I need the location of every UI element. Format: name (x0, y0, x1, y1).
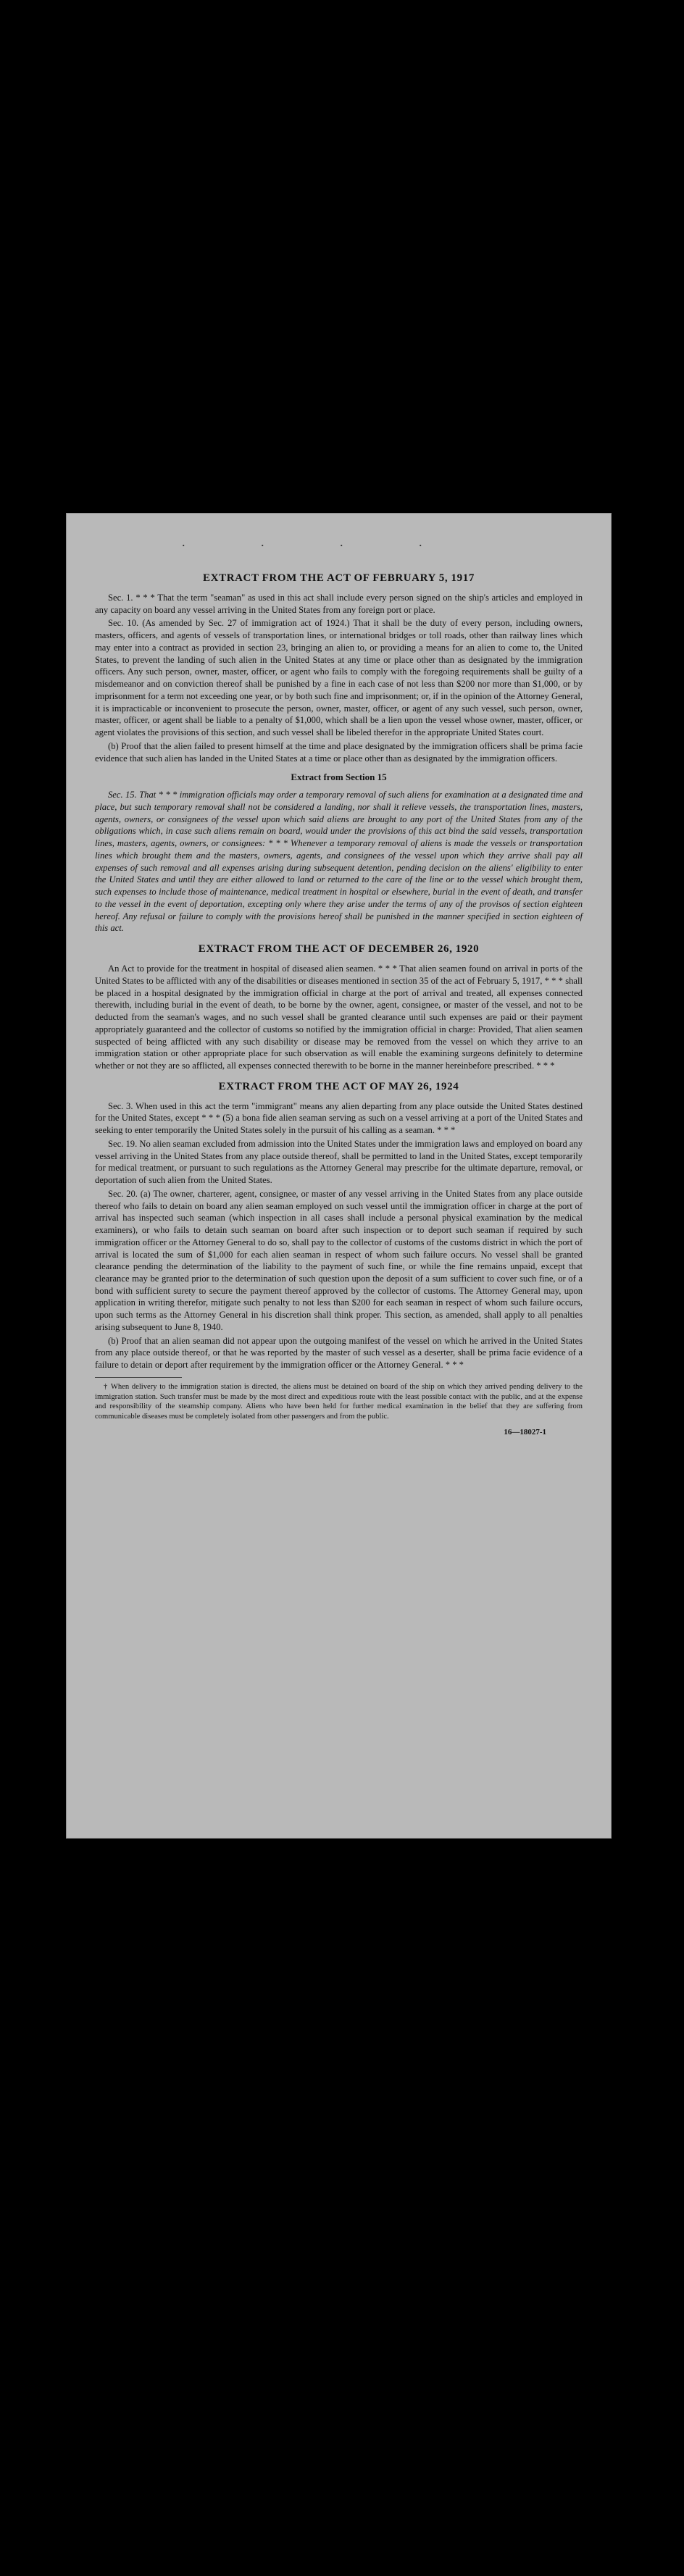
section-10-paragraph: Sec. 10. (As amended by Sec. 27 of immigration act of 1924.) That it shall be the duty of every person, including owners, masters, officers, and agents of vessels of transportation lines, or international bridges or toll roads, other than railway lines which may enter into a contract as provided in section 23, bringing an alien to, or providing a means for an alien to come to, the United States, to prevent the landing of such alien in the United States at any time or place other than as designated by the immigration officers. Any such person, owner, master, officer, or agent who fails to comply with the foregoing requirements shall be guilty of a misdemeanor and on conviction thereof shall be punished by a fine in each case of not less than $200 nor more than $1,000, or by imprisonment for a term not exceeding one year, or by both such fine and imprisonment; or, if in the opinion of the Attorney General, it is impracticable or inconvenient to prosecute the person, owner, master, officer, or agent of any such vessel, such person, owner, master, officer, or agent shall be liable to a penalty of $1,000, which shall be a lien upon the vessel whose owner, master, officer, or agent violates the provisions of this section, and such vessel shall be libeled therefor in the appropriate United States court. (95, 618, 583, 738)
section-1-paragraph: Sec. 1. * * * That the term "seaman" as used in this act shall include every person signed on the ship's articles and employed in any capacity on board any vessel arriving in the United States from any foreign port or place. (95, 593, 583, 615)
header-act-1917: EXTRACT FROM THE ACT OF FEBRUARY 5, 1917 (203, 572, 475, 584)
header-act-1924: EXTRACT FROM THE ACT OF MAY 26, 1924 (218, 1080, 459, 1092)
footnote-divider (95, 1377, 182, 1378)
subheader-section-15: Extract from Section 15 (291, 771, 387, 783)
page-marks: . . . . (182, 535, 459, 549)
form-number: 16—18027-1 (504, 1427, 546, 1437)
section-19-paragraph: Sec. 19. No alien seaman excluded from admission into the United States under the immigration laws and employed on board any vessel arriving in the United States from any place outside thereof, shall be permitted to land in the United States, except temporarily for medical treatment, or pursuant to such regulations as the Attorney General may prescribe for the ultimate departure, removal, or deportation of such alien from the United States. (95, 1138, 583, 1186)
section-20a-paragraph: Sec. 20. (a) The owner, charterer, agent, consignee, or master of any vessel arriving in the United States from any place outside thereof who fails to detain on board any alien seaman employed on such vessel until the immigration officer in charge at the port of arrival has inspected such seaman (which inspection in all cases shall include a personal physical examination by the medical examiners), or who fails to detain such seaman on board after such inspection or to deport such seaman if required by such immigration officer or the Attorney General to do so, shall pay to the collector of customs of the customs district in which the port of arrival is located the sum of $1,000 for each alien seaman in respect of whom such failure occurs. No vessel shall be granted clearance pending the determination of the liability to the payment of such fine, or while the fine remains unpaid, except that clearance may be granted prior to the determination of such question upon the deposit of a sum sufficient to cover such fine, or of a bond with sufficient surety to secure the payment thereof approved by the collector of customs. The Attorney General may, upon application in writing therefor, mitigate such penalty to not less than $200 for each seaman in respect of whom such failure occurs, upon such terms as the Attorney General in his discretion shall think proper. This section, as amended, shall apply to all penalties arising subsequent to June 8, 1940. (95, 1188, 583, 1332)
header-act-1920: EXTRACT FROM THE ACT OF DECEMBER 26, 1920 (198, 943, 480, 955)
footnote: † When delivery to the immigration station is directed, the aliens must be detained on board of the ship on which they arrived pending delivery to the immigration station. Such transfer must be made by the most direct and expeditious route with the least possible contact with the public, and at the expense and responsibility of the steamship company. Aliens who have been held for further medical examination in the belief that they are suffering from communicable diseases must be completely isolated from other passengers and from the public. (95, 1382, 583, 1421)
section-15-paragraph: Sec. 15. That * * * immigration officials may order a temporary removal of such aliens for examination at a designated time and place, but such temporary removal shall not be considered a landing, nor shall it relieve vessels, the transportation lines, masters, agents, owners, or consignees of the vessel upon which said aliens are brought to any port of the United States from any of the obligations which, in case such aliens remain on board, would under the provisions of this act bind the said vessels, transportation lines, masters, agents, owners, or consignees: * * * Whenever a temporary removal of aliens is made the vessels or transportation lines which brought them and the masters, owners, agents, and consignees of the vessel upon which they arrive shall pay all expenses of such removal and all expenses arising during subsequent detention, pending decision on the aliens' eligibility to enter the United States and until they are either allowed to land or returned to the care of the line or to the vessel which brought them, such expenses to include those of maintenance, medical treatment in hospital or elsewhere, burial in the event of death, and transfer to the vessel in the event of deportation, excepting only where they arise under the terms of any of the provisos of section eighteen hereof. Any refusal or failure to comply with the provisions hereof shall be punished in the manner specified in section eighteen of this act. (95, 790, 583, 934)
section-3-paragraph: Sec. 3. When used in this act the term "immigrant" means any alien departing from any place outside the United States destined for the United States, except * * * (5) a bona fide alien seaman serving as such on a vessel arriving at a port of the United States and seeking to enter temporarily the United States solely in the pursuit of his calling as a seaman. * * * (95, 1100, 583, 1136)
act-1920-paragraph: An Act to provide for the treatment in hospital of diseased alien seamen. * * * That alien seamen found on arrival in ports of the United States to be afflicted with any of the disabilities or diseases mentioned in section 35 of the act of February 5, 1917, * * * shall be placed in a hospital designated by the immigration official in charge at the port of arrival and treated, all expenses connected therewith, including burial in the event of death, to be borne by the owner, agent, consignee, or master of the vessel, and not to be deducted from the seaman's wages, and no such vessel shall be granted clearance until such expenses are paid or their payment appropriately guaranteed and the collector of customs so notified by the immigration official in charge: Provided, That alien seamen suspected of being afflicted with any such disability or disease may be removed from the vessel on which they arrive to an immigration station or other appropriate place for such observation as will enable the examining surgeons definitely to determine whether or not they are so afflicted, all expenses connected therewith to be borne in the manner hereinbefore prescribed. * * * (95, 963, 583, 1071)
section-10b-paragraph: (b) Proof that the alien failed to present himself at the time and place designated by the immigration officers shall be prima facie evidence that such alien has landed in the United States at a time or place other than as designated by the immigration officers. (95, 740, 583, 764)
section-20b-paragraph: (b) Proof that an alien seaman did not appear upon the outgoing manifest of the vessel on which he arrived in the United States from any place outside thereof, or that he was reported by the master of such vessel as a deserter, shall be prima facie evidence of a failure to detain or deport after requirement by the immigration officer or the Attorney General. * * * (95, 1335, 583, 1371)
document-page (66, 513, 612, 1839)
